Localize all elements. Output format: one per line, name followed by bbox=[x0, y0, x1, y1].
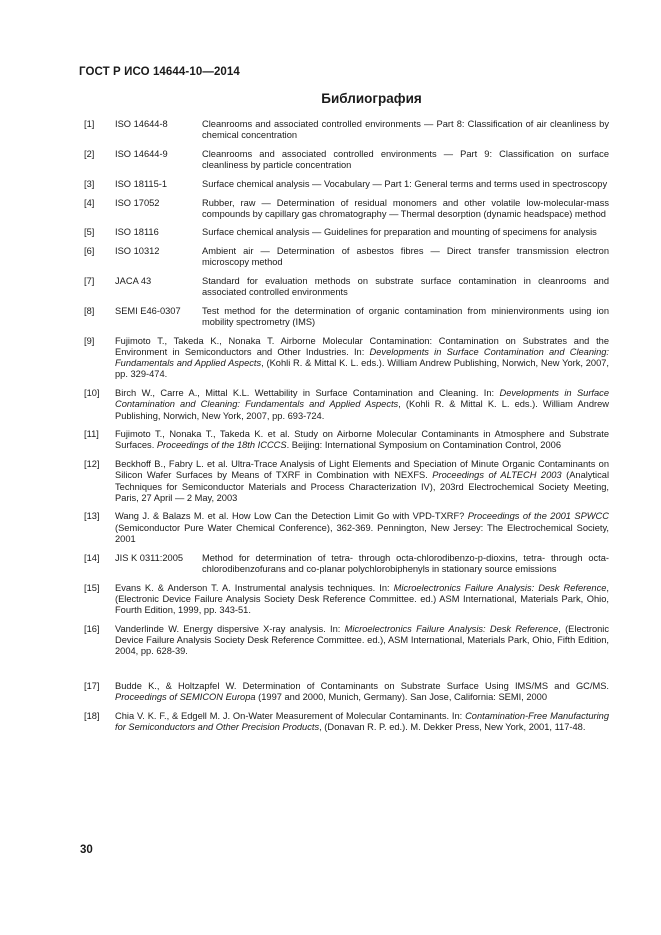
entry-text: Surface chemical analysis — Guidelines for preparation and mounting of specimens for analysis bbox=[202, 227, 597, 238]
entry-standard: ISO 18115-1 bbox=[115, 178, 168, 189]
entry-text: Birch W., Carre A., Mittal K.L. Wettability in Surface Contamination and Cleaning. In: Developments in Surface Contamination and Cleaning: Fundamentals and Applied Aspects, (Kohli R. & Mittal K. L. eds.). William Andrew Publishing, Norwich, New York, 2007, pp. 693-724. bbox=[115, 388, 610, 421]
entry-standard: JACA 43 bbox=[115, 276, 152, 287]
entry-number: [3] bbox=[84, 178, 95, 189]
entry-standard: ISO 14644-9 bbox=[115, 148, 168, 159]
page-number: 30 bbox=[80, 844, 93, 856]
entry-source-title: Proceedings of the 18th ICCCS bbox=[156, 440, 287, 451]
entry-text: Cleanrooms and associated controlled environments — Part 8: Classification of air cleanliness by chemical concentration bbox=[202, 119, 609, 141]
entry-number: [5] bbox=[84, 227, 95, 238]
bibliography-list bbox=[81, 119, 609, 741]
entry-standard: JIS K 0311:2005 bbox=[115, 552, 184, 563]
entry-source-title: Contamination-Free Manufacturing for Semiconductors and Other Precision Products bbox=[115, 710, 609, 732]
entry-number: [18] bbox=[84, 710, 100, 721]
entry-standard: ISO 14644-8 bbox=[115, 119, 168, 129]
bibliography-entry bbox=[81, 583, 609, 617]
entry-text: Standard for evaluation methods on substrate surface contamination in cleanrooms and associated controlled environments bbox=[202, 276, 609, 298]
bibliography-entry bbox=[81, 336, 609, 381]
entry-number: [1] bbox=[84, 119, 95, 129]
bibliography-entry bbox=[81, 179, 609, 190]
entry-source-title: Developments in Surface Contamination and Cleaning: Fundamentals and Applied Aspects bbox=[115, 388, 609, 410]
entry-number: [6] bbox=[84, 246, 95, 257]
entry-text: Wang J. & Balazs M. et al. How Low Can the Detection Limit Go with VPD-TXRF? Proceedings of the 2001 SPWCC (Semiconductor Pure Water Chemical Conference), 362-369. Pennington, New Jersey: The Electrochemical Society, 2001 bbox=[115, 511, 609, 544]
page-title: Библиография bbox=[321, 91, 422, 106]
entry-text: Budde K., & Holtzapfel W. Determination of Contaminants on Substrate Surface Using IMS/MS and GC/MS. Proceedings of SEMICON Europa (1997 and 2000, Munich, Germany). San Jose, California: SEMI, 2000 bbox=[115, 680, 609, 702]
entry-text: Method for determination of tetra- through octa-chlorodibenzo-p-dioxins, tetra- through octa-chlorodibenzofurans and co-planar polychlorobiphenyls in stationary source emissions bbox=[202, 552, 609, 574]
entry-text: Evans K. & Anderson T. A. Instrumental analysis techniques. In: Microelectronics Failure Analysis: Desk Reference, (Electronic Device Failure Analysis Society Desk Reference Committee. ed.) ASM International, Materials Park, Ohio, Fourth Edition, 1999, pp. 343-51. bbox=[115, 582, 610, 615]
entry-number: [7] bbox=[84, 276, 95, 287]
bibliography-entry bbox=[81, 429, 609, 451]
entry-standard: ISO 18116 bbox=[115, 227, 159, 238]
entry-source-title: Microelectronics Failure Analysis: Desk Reference bbox=[344, 623, 559, 634]
entry-standard: ISO 10312 bbox=[115, 246, 160, 257]
entry-number: [12] bbox=[84, 459, 100, 470]
entry-source-title: Microelectronics Failure Analysis: Desk Reference bbox=[393, 582, 607, 593]
bibliography-entry bbox=[81, 511, 609, 545]
entry-text: Fujimoto T., Nonaka T., Takeda K. et al. Study on Airborne Molecular Contaminants in Atmosphere and Substrate Surfaces. Proceedings of the 18th ICCCS. Beijing: International Symposium on Contamination Control, 2006 bbox=[115, 429, 609, 451]
bibliography-entry bbox=[81, 711, 609, 733]
entry-number: [10] bbox=[84, 388, 100, 399]
bibliography-entry bbox=[81, 119, 609, 141]
entry-text: Rubber, raw — Determination of residual monomers and other volatile low-molecular-mass compounds by capillary gas chromatography — Thermal desorption (dynamic headspace) method bbox=[202, 197, 609, 219]
entry-text: Vanderlinde W. Energy dispersive X-ray analysis. In: Microelectronics Failure Analysis: Desk Reference, (Electronic Device Failure Analysis Society Desk Reference Committee. ed.), ASM International, Materials Park, Ohio, Fifth Edition, 2004, pp. 628-39. bbox=[115, 623, 609, 657]
bibliography-entry bbox=[81, 459, 609, 504]
entry-number: [15] bbox=[84, 582, 100, 593]
entry-number: [4] bbox=[84, 197, 95, 208]
entry-source-title: Developments in Surface Contamination and Cleaning: Fundamentals and Applied Aspects bbox=[115, 347, 610, 369]
spacer bbox=[81, 665, 609, 681]
entry-text: Ambient air — Determination of asbestos fibres — Direct transfer transmission electron microscopy method bbox=[202, 246, 609, 268]
bibliography-entry bbox=[81, 246, 609, 268]
bibliography-entry bbox=[81, 624, 609, 658]
bibliography-entry bbox=[81, 149, 609, 171]
bibliography-entry bbox=[81, 388, 609, 422]
entry-text: Surface chemical analysis — Vocabulary — Part 1: General terms and terms used in spectroscopy bbox=[202, 178, 608, 189]
entry-number: [17] bbox=[84, 680, 100, 691]
entry-source-title: Proceedings of the 2001 SPWCC bbox=[467, 511, 609, 522]
entry-text: Chia V. K. F., & Edgell M. J. On-Water Measurement of Molecular Contaminants. In: Contamination-Free Manufacturing for Semiconductors and Other Precision Products, (Donavan R. P. ed.). M. Dekker Press, New York, 2001, 117-48. bbox=[115, 710, 609, 732]
entry-number: [8] bbox=[84, 305, 95, 316]
entry-text: Beckhoff B., Fabry L. et al. Ultra-Trace Analysis of Light Elements and Speciation of Minute Organic Contaminants on Silicon Wafer Surfaces by Means of TXRF in Combination with NEXFS. Proceedings of ALTECH 2003 (Analytical Techniques for Semiconductor Materials and Process Characterization IV), 203rd Electrochemical Society Meeting, Paris, 27 April — 2 May, 2003 bbox=[115, 459, 610, 503]
entry-source-title: Proceedings of SEMICON Europa bbox=[115, 691, 256, 702]
document-header: ГОСТ Р ИСО 14644-10—2014 bbox=[79, 66, 240, 78]
bibliography-entry bbox=[81, 306, 609, 328]
entry-text: Fujimoto T., Takeda K., Nonaka T. Airborne Molecular Contamination: Contamination on Substrates and the Environment in Semiconductors and Other Industries. In: Developments in Surface Contamination and Cleaning: Fundamentals and Applied Aspects, (Kohli R. & Mittal K. L. eds.). William Andrew Publishing, Norwich, New York, 2007, pp. 329-474. bbox=[115, 335, 610, 380]
bibliography-entry bbox=[81, 227, 609, 238]
entry-number: [2] bbox=[84, 148, 95, 159]
bibliography-entry bbox=[81, 198, 609, 220]
entry-source-title: Proceedings of ALTECH 2003 bbox=[432, 470, 562, 481]
entry-number: [11] bbox=[84, 429, 99, 440]
entry-standard: ISO 17052 bbox=[115, 197, 160, 208]
entry-number: [16] bbox=[84, 623, 100, 634]
entry-number: [14] bbox=[84, 552, 100, 563]
entry-text: Cleanrooms and associated controlled environments — Part 9: Classification on surface cleanliness by particle concentration bbox=[202, 148, 609, 171]
entry-number: [13] bbox=[84, 511, 100, 522]
bibliography-entry bbox=[81, 553, 609, 575]
entry-text: Test method for the determination of organic contamination from minienvironments using ion mobility spectrometry (IMS) bbox=[202, 305, 609, 328]
entry-standard: SEMI E46-0307 bbox=[115, 305, 181, 316]
bibliography-entry bbox=[81, 681, 609, 703]
bibliography-entry bbox=[81, 276, 609, 298]
entry-number: [9] bbox=[84, 335, 95, 346]
